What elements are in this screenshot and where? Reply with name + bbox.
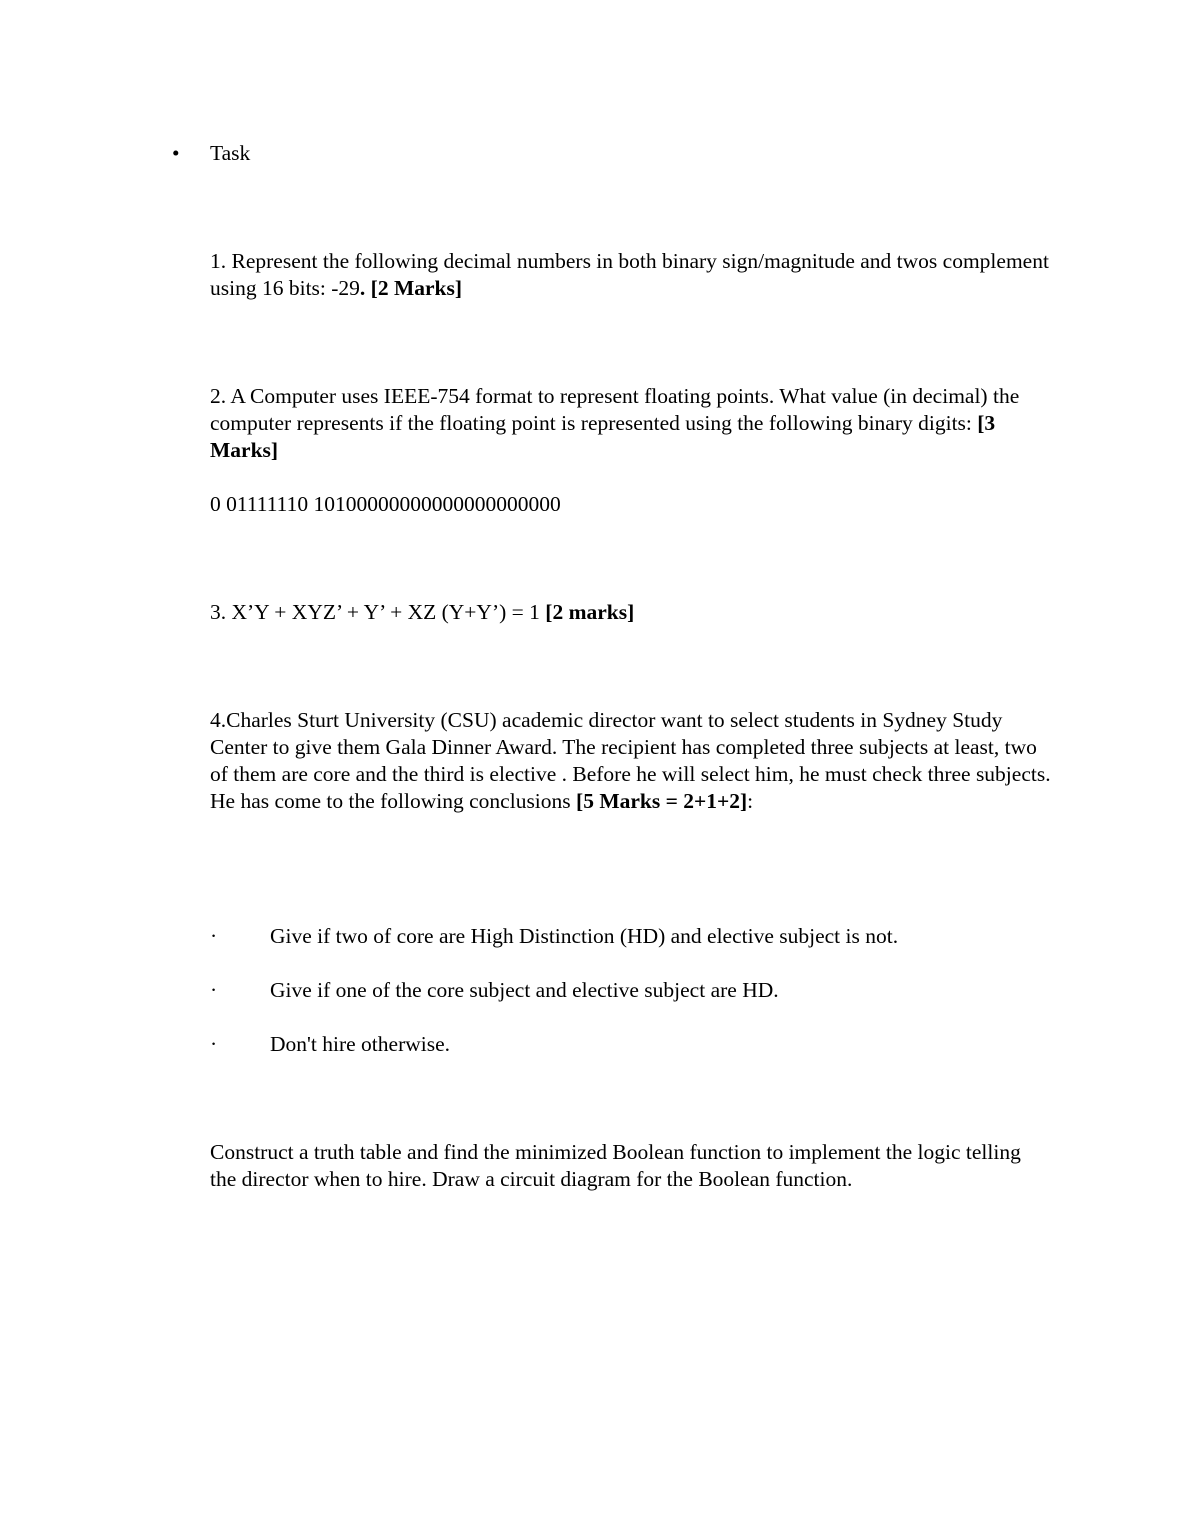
question-3	[210, 599, 1060, 626]
question-4-marks: [5 Marks = 2+1+2]	[576, 789, 748, 813]
condition-1-dot: ·	[210, 924, 218, 948]
question-2-text: 2. A Computer uses IEEE-754 format to represent floating points. What value (in decimal) the computer represents if the floating point is represented using the following binary digits:	[210, 384, 1020, 435]
task-heading: Task	[210, 141, 251, 165]
condition-3-dot: ·	[210, 1032, 218, 1056]
bullet-marker: •	[172, 141, 180, 165]
instruction-paragraph: Construct a truth table and find the minimized Boolean function to implement the logic telling the director when to hire. Draw a circuit diagram for the Boolean function.	[210, 1140, 1021, 1191]
condition-3-text: Don't hire otherwise.	[270, 1032, 451, 1056]
condition-2-dot: ·	[210, 978, 218, 1002]
question-3-text: 3. X’Y + XYZ’ + Y’ + XZ (Y+Y’) = 1	[210, 600, 546, 624]
question-2-marks: [3 Marks]	[210, 411, 996, 462]
question-1-text: 1. Represent the following decimal numbers in both binary sign/magnitude and twos complement using 16 bits: -29	[210, 249, 1049, 300]
question-2-binary: 0 01111110 10100000000000000000000	[210, 492, 561, 516]
question-4-text: 4.Charles Sturt University (CSU) academic director want to select students in Sydney Study Center to give them Gala Dinner Award. The recipient has completed three subjects at least, two of them are core and the third is elective . Before he will select him, he must check three subjects. He has come to the following conclusions	[210, 708, 1051, 813]
question-2	[210, 383, 1060, 464]
question-4-suffix: :	[747, 789, 754, 813]
question-1	[210, 248, 1060, 302]
condition-1-text: Give if two of core are High Distinction (HD) and elective subject is not.	[270, 924, 899, 948]
question-1-marks: . [2 Marks]	[359, 276, 463, 300]
question-4	[210, 707, 1060, 815]
condition-2-text: Give if one of the core subject and elective subject are HD.	[270, 978, 779, 1002]
question-3-marks: [2 marks]	[545, 600, 635, 624]
